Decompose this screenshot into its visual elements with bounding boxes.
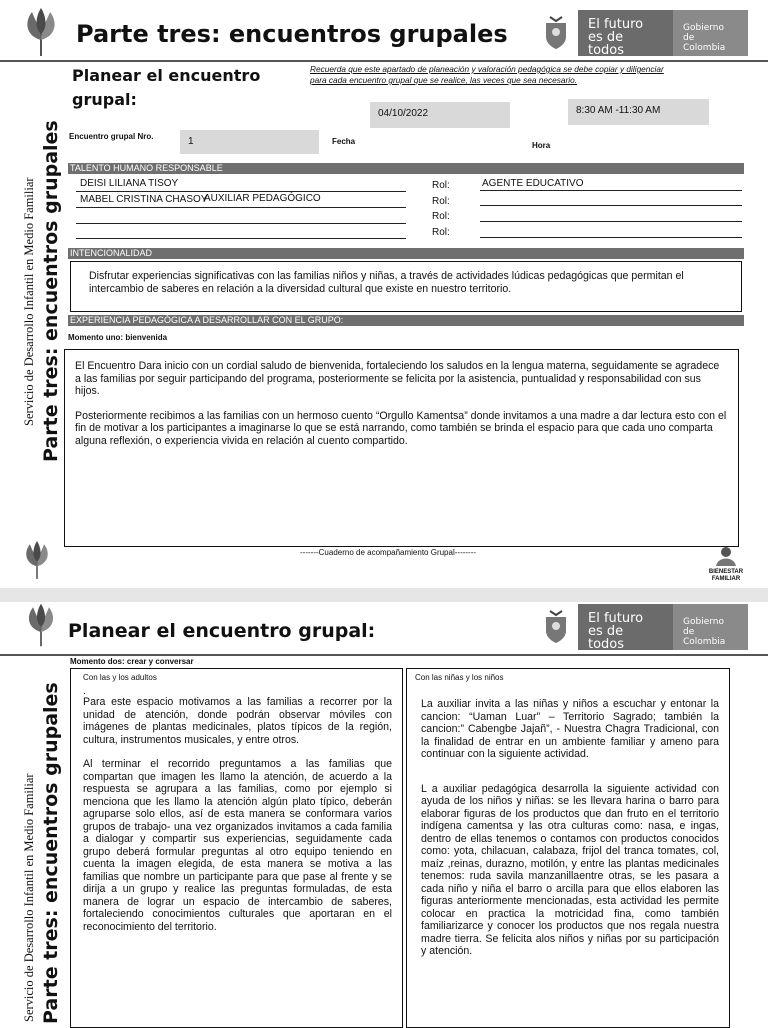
government-logo bbox=[534, 10, 748, 56]
instruction-note: Recuerda que este apartado de planeación y valoración pedagógica se debe copiar y diligenciar para cada encuentro grupal que se realice, las veces que sea necesario. bbox=[310, 64, 664, 85]
intencionalidad-box bbox=[70, 261, 742, 312]
page2-title: Planear el encuentro grupal: bbox=[68, 620, 376, 642]
line bbox=[480, 221, 742, 222]
line bbox=[480, 190, 742, 191]
adults-column bbox=[70, 668, 403, 1028]
fecha-label: Fecha bbox=[332, 137, 356, 146]
hora-label: Hora bbox=[532, 141, 551, 150]
momento-uno-box bbox=[64, 349, 739, 547]
adults-para2: Al terminar el recorrido preguntamos a las familias que compartan que imagen les llamo la atención, de acuerdo a la respuesta se agrupara a las familias, como por ejemplo si menciona que les llamo la atención algún plato típico, deberán agruparse solo ellos, así de esta manera se conformara varios grupos de trabajo- una vez organizados invitamos a cada familia a dialogar y compartir sus experiencias, seguidamente cada grupo deberá formular preguntas al otro equipo teniendo en cuenta la imagen elegida, de esta manera se motiva a las familias que nombre un participante para que pase al frente y se dirija a un grupo y realice las preguntas formuladas, de esta manera de lograr un espacio de intercambio de saberes, fortaleciendo conocimientos culturales que aportaran en el reconocimiento del territorio. bbox=[83, 758, 392, 933]
time-field[interactable]: 8:30 AM -11:30 AM bbox=[568, 99, 709, 125]
kids-para1: La auxiliar invita a las niñas y niños a escuchar y entonar la cancion: “Uaman Luar” – Territorio Sagrado; también la cancion:” Cabengbe Jajañ”, - Nuestra Chagra Tradicional, con la finalidad de entrar en un ambiente familiar y ameno para continuar con la siguiente actividad. bbox=[421, 698, 719, 760]
leaf-logo-icon bbox=[24, 602, 58, 648]
leaf-logo-icon bbox=[22, 6, 60, 58]
logo-line1: El futuro bbox=[588, 17, 644, 32]
adults-dot: . bbox=[83, 685, 86, 697]
person2-role: AUXILIAR PEDAGÓGICO bbox=[204, 193, 321, 204]
line bbox=[76, 223, 406, 224]
person1-name: DEISI LILIANA TISOY bbox=[80, 178, 179, 189]
page-title: Parte tres: encuentros grupales bbox=[76, 20, 508, 48]
kids-para2: L a auxiliar pedagógica desarrolla la siguiente actividad con ayuda de los niños y niñas: se les llevara harina o barro para elaborar figuras de los productos que dan fruto en el territorio indígena camentsa y las otra culturas como: nasa, e ingas, dentro de ellas tenemos o contamos con productos conocidos como: yota, chilacuan, calabaza, frijol del tranca tomates, col, maíz ,reinas, durazno, motilón, y entre las plantas medicinales tenemos: ruda savila manzanillaentre otras, se les pasara a cada niño y niña el barro o arcilla para que ellos elaboren las figuras anteriormente mencionadas, esta actividad les permite colocar en practica la motricidad fina, como también familiarizarce y conocer los productos que nos regala nuestra madre tierra. Se felicita alos niños y niñas por su participación y atención. bbox=[421, 782, 719, 957]
side-section-label: Parte tres: encuentros grupales bbox=[40, 120, 62, 462]
line bbox=[76, 207, 406, 208]
gov-line2: de Colombia bbox=[683, 627, 726, 647]
kids-column bbox=[406, 668, 730, 1028]
rol-label: Rol: bbox=[432, 180, 450, 191]
line bbox=[480, 237, 742, 238]
leaf-footer-icon bbox=[22, 538, 52, 582]
momento-uno-para1: El Encuentro Dara inicio con un cordial saludo de bienvenida, fortaleciendo los saludos en la lengua materna, seguidamente se agradece a las familias por seguir participando del programa, posteriormente se felicita por la asistencia, puntualidad y responsabilidad con sus hijos. bbox=[75, 360, 720, 397]
side-service-label: Servicio de Desarrollo Infantil en Medio Familiar bbox=[22, 773, 36, 1022]
bienestar-logo: BIENESTAR FAMILIAR bbox=[706, 546, 746, 583]
coat-of-arms-icon bbox=[534, 10, 578, 56]
encuentro-label: Encuentro grupal Nro. bbox=[69, 132, 154, 141]
kids-header: Con las niñas y los niños bbox=[415, 673, 504, 682]
rol1-value: AGENTE EDUCATIVO bbox=[482, 178, 584, 189]
rol-label: Rol: bbox=[432, 227, 450, 238]
header-divider bbox=[0, 60, 768, 62]
line bbox=[76, 191, 406, 192]
adults-header: Con las y los adultos bbox=[83, 673, 157, 682]
bienestar-icon bbox=[713, 546, 739, 566]
gov-line1: Gobierno bbox=[683, 23, 724, 33]
footer-text: -------Cuaderno de acompañamiento Grupal-------- bbox=[300, 548, 477, 557]
plan-title: Planear el encuentro grupal: bbox=[72, 66, 261, 109]
page-separator bbox=[0, 588, 768, 602]
rol-label: Rol: bbox=[432, 196, 450, 207]
experiencia-bar: EXPERIENCIA PEDAGÓGICA A DESARROLLAR CON EL GRUPO: bbox=[68, 315, 744, 326]
momento-dos-label: Momento dos: crear y conversar bbox=[70, 657, 194, 666]
date-field[interactable]: 04/10/2022 bbox=[370, 102, 510, 128]
adults-para1: Para este espacio motivamos a las familias a recorrer por la unidad de atención, donde podrán observar móviles con imágenes de plantas medicinales, platos típicos de la región, cultura, instrumentos musicales, y entre otros. bbox=[83, 696, 392, 746]
talento-humano-bar: TALENTO HUMANO RESPONSABLE bbox=[68, 163, 744, 174]
intencionalidad-bar: INTENCIONALIDAD bbox=[68, 248, 744, 259]
momento-uno-label: Momento uno: bienvenida bbox=[68, 333, 168, 342]
rol-label: Rol: bbox=[432, 211, 450, 222]
side-section-label: Parte tres: encuentros grupales bbox=[40, 682, 62, 1024]
person2-name: MABEL CRISTINA CHASOY bbox=[80, 194, 208, 205]
intencionalidad-text: Disfrutar experiencias significativas con las familias niños y niñas, a través de actividades lúdicas pedagógicas que permitan el intercambio de saberes en relación a la diversidad cultural que existe en nuestro territorio. bbox=[89, 270, 684, 295]
side-service-label: Servicio de Desarrollo Infantil en Medio Familiar bbox=[22, 177, 36, 426]
logo-line1: El futuro bbox=[588, 611, 644, 626]
logo-line2: es de todos bbox=[588, 624, 625, 652]
header-divider bbox=[0, 654, 768, 656]
coat-of-arms-icon bbox=[534, 604, 578, 650]
logo-line2: es de todos bbox=[588, 30, 625, 58]
line bbox=[480, 205, 742, 206]
government-logo bbox=[534, 604, 748, 650]
encuentro-number-field[interactable]: 1 bbox=[180, 130, 319, 154]
line bbox=[76, 238, 406, 239]
gov-line2: de Colombia bbox=[683, 33, 726, 53]
momento-uno-para2: Posteriormente recibimos a las familias con un hermoso cuento “Orgullo Kamentsa” donde invitamos a una madre a dar lectura esto con el fin de motivar a los participantes a imaginarse lo que se está narrando, como también se brinda el espacio para que cada uno comparta alguna reflexión, o experiencia vivida en relación al cuento compartido. bbox=[75, 409, 727, 447]
gov-line1: Gobierno bbox=[683, 617, 724, 627]
